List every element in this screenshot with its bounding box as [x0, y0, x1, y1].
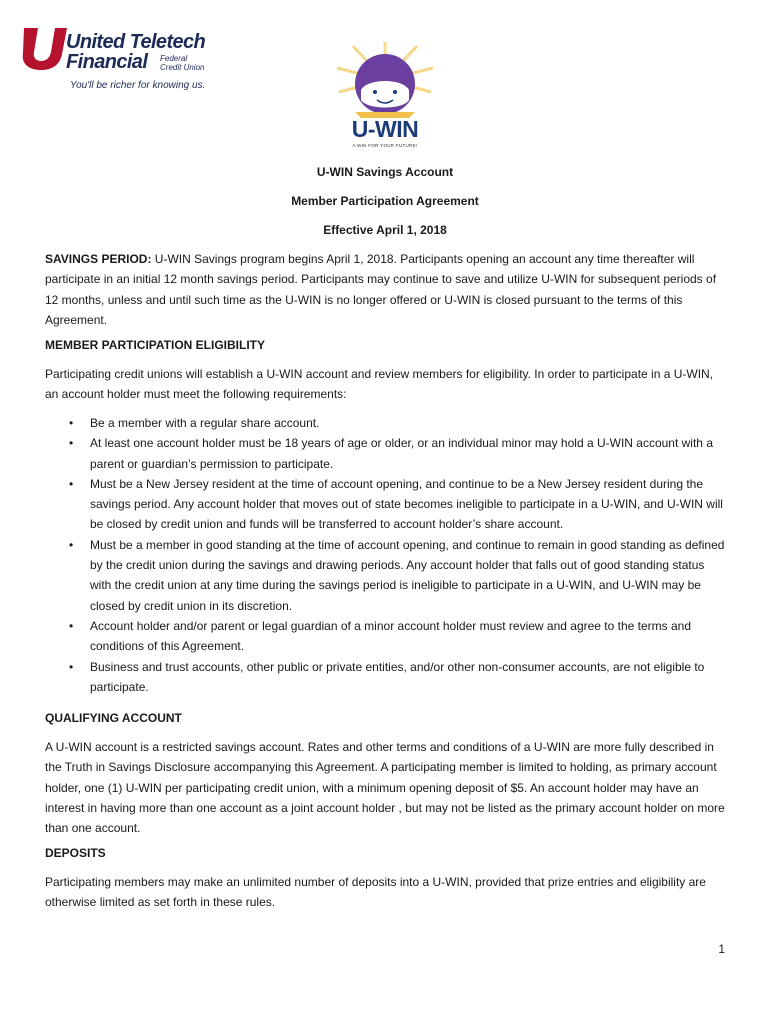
brand-subtitle: Federal Credit Union: [160, 54, 205, 72]
brand-name-line1: United Teletech: [66, 31, 206, 53]
title-account: U-WIN Savings Account: [316, 165, 454, 179]
deposits-heading: DEPOSITS: [45, 846, 106, 860]
qualifying-account-heading: QUALIFYING ACCOUNT: [45, 711, 182, 725]
uwin-logo: [333, 40, 437, 154]
brand-name-line2: Financial: [66, 51, 148, 73]
savings-period-text: U-WIN Savings program begins April 1, 2018. Participants opening an account any time thereafter will participate in an initial 12 month savings period. Participants may continue to save and utilize U-WIN for subsequent periods of 12 months, unless and until such time as the U-WIN is no longer offered or U-WIN is closed pursuant to the terms of this Agreement.: [45, 252, 717, 327]
list-item: • At least one account holder must be 18 years of age or older, or an individual minor may hold a U-WIN account with a parent or guardian’s permission to participate.: [45, 433, 725, 474]
eligibility-intro: Participating credit unions will establish a U-WIN account and review members for eligibility. In order to participate in a U-WIN, an account holder must meet the following requirements:: [45, 367, 714, 402]
list-item: • Must be a member in good standing at the time of account opening, and continue to remain in good standing as defined by the credit union during the savings and drawing periods. Any account holder that falls out of good standing status with the credit union at any time during the savings period is ineligible to participate in a U-WIN, and U-WIN may be closed by credit union in its discretion.: [45, 535, 725, 616]
page-number: 1: [718, 942, 725, 956]
title-agreement: Member Participation Agreement: [291, 194, 479, 208]
list-item: • Be a member with a regular share account.: [45, 413, 725, 433]
uwin-mascot-icon: [333, 40, 437, 120]
uwin-tagline: A WIN FOR YOUR FUTURE!: [352, 143, 418, 148]
list-item: • Must be a New Jersey resident at the time of account opening, and continue to be a New Jersey resident during the savings period. Any account holder that moves out of state becomes ineligible to participate in a U-WIN, and U-WIN will be closed by credit union and funds will be transferred to account holder’s share account.: [45, 474, 725, 535]
title-effective-date: Effective April 1, 2018: [323, 223, 447, 237]
utfcu-u-mark-icon: [22, 24, 70, 72]
utfcu-logo: [22, 24, 222, 96]
eligibility-heading: MEMBER PARTICIPATION ELIGIBILITY: [45, 338, 265, 352]
list-item: • Business and trust accounts, other public or private entities, and/or other non-consumer accounts, are not eligible to participate.: [45, 657, 725, 698]
list-item: • Account holder and/or parent or legal guardian of a minor account holder must review and agree to the terms and conditions of this Agreement.: [45, 616, 725, 657]
uwin-wordmark: U-WIN: [351, 116, 419, 142]
brand-tagline: You'll be richer for knowing us.: [70, 80, 206, 91]
deposits-paragraph: Participating members may make an unlimited number of deposits into a U-WIN, provided that prize entries and eligibility are otherwise limited as set forth in these rules.: [45, 875, 706, 910]
eligibility-requirements-list: [45, 413, 725, 697]
savings-period-paragraph: [45, 249, 725, 330]
savings-period-label: SAVINGS PERIOD:: [45, 252, 152, 266]
qualifying-account-paragraph: A U-WIN account is a restricted savings account. Rates and other terms and conditions of a U-WIN are more fully described in the Truth in Savings Disclosure accompanying this Agreement. A participating member is limited to holding, as primary account holder, one (1) U-WIN per participating credit union, with a minimum opening deposit of $5. An account holder may have an interest in having more than one account as a joint account holder , but may not be listed as the primary account holder on more than one account.: [45, 740, 725, 836]
